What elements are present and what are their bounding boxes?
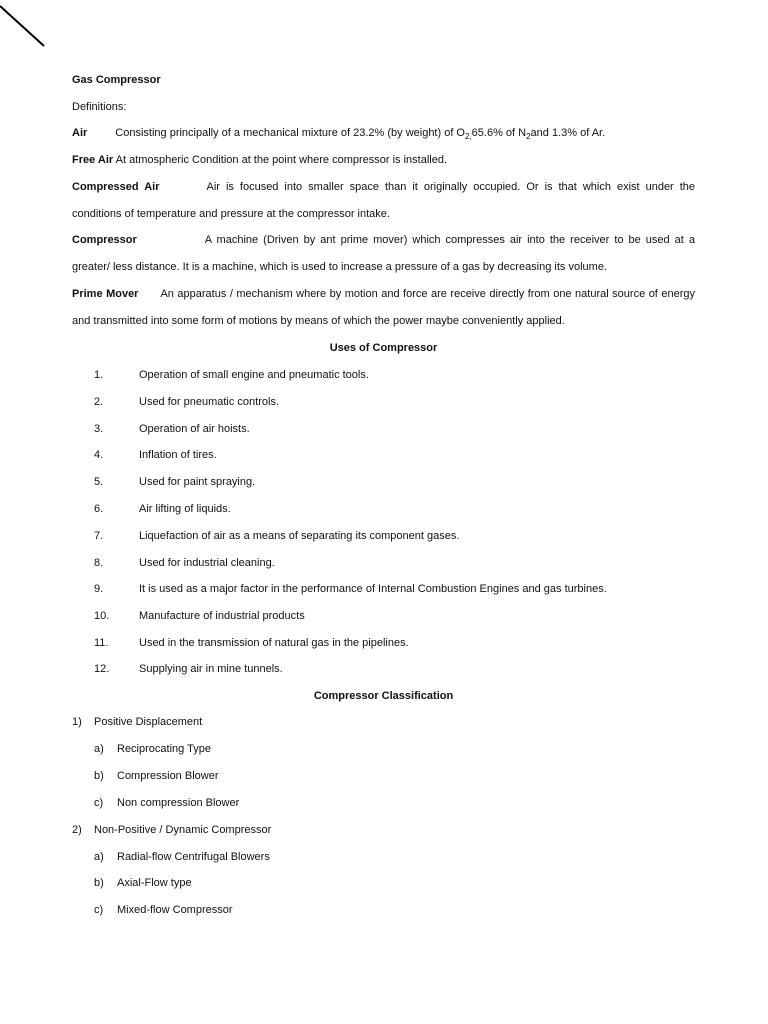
air-text-b: 65.6% of N: [471, 127, 527, 139]
air-sub-a: 2,: [465, 132, 472, 142]
definition-prime-mover: [72, 281, 695, 335]
definition-compressed-air: [72, 174, 695, 228]
free-air-text: At atmospheric Condition at the point where compressor is installed.: [115, 154, 448, 166]
definition-compressor: [72, 227, 695, 281]
classification-heading: Compressor Classification: [313, 690, 454, 702]
term-air: Air: [72, 127, 88, 139]
term-free-air: Free Air: [72, 154, 114, 166]
uses-heading: Uses of Compressor: [329, 342, 438, 354]
prime-mover-text: An apparatus / mechanism where by motion and force are receive directly from one natural source of energy and transmitted into some form of motions by means of which the power maybe conveniently applied.: [72, 288, 695, 327]
term-compressor: Compressor: [72, 234, 137, 246]
compressed-air-text: Air is focused into smaller space than it originally occupied. Or is that which exist under the conditions of temperature and pressure at the compressor intake.: [72, 181, 696, 220]
term-compressed-air: Compressed Air: [72, 181, 160, 193]
definition-free-air: [72, 147, 695, 174]
definition-air: [72, 120, 695, 150]
document-title: Gas Compressor: [72, 74, 161, 86]
air-text-a: Consisting principally of a mechanical mixture of 23.2% (by weight) of O: [115, 127, 465, 139]
term-prime-mover: Prime Mover: [72, 288, 139, 300]
definitions-heading: Definitions:: [72, 101, 127, 113]
air-sub-b: 2: [526, 132, 531, 142]
air-text-c: and 1.3% of Ar.: [530, 127, 606, 139]
compressor-text: A machine (Driven by ant prime mover) which compresses air into the receiver to be used at a greater/ less distance. It is a machine, which is used to increase a pressure of a gas by decreasing its volume.: [72, 234, 695, 273]
corner-diagonal-line: [0, 0, 50, 50]
